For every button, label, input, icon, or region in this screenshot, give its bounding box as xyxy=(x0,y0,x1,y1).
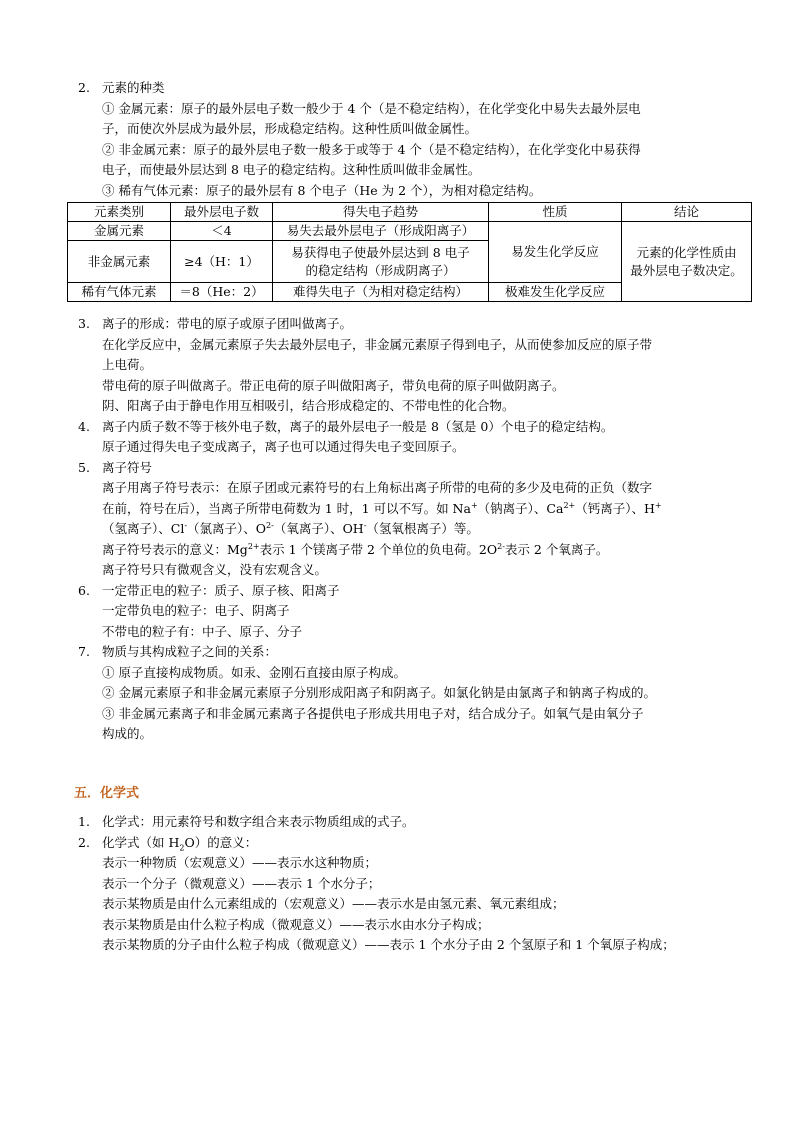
paragraph: 上电荷。 xyxy=(102,357,153,372)
paragraph: 构成的。 xyxy=(102,726,153,741)
table-cell: ＝8（He：2） xyxy=(171,283,273,302)
paragraph: 表示某物质是由什么粒子构成（微观意义）——表示水由水分子构成； xyxy=(102,916,490,932)
paragraph: 电子，而使最外层达到 8 电子的稳定结构。这种性质叫做非金属性。 xyxy=(102,162,481,177)
table-cell: 难得失电子（为相对稳定结构） xyxy=(273,283,489,302)
table-header: 结论 xyxy=(622,203,752,222)
table-cell: 金属元素 xyxy=(68,222,171,241)
table-cell: 非金属元素 xyxy=(68,241,171,283)
paragraph: 离子符号只有微观含义，没有宏观含义。 xyxy=(102,562,328,577)
section-ions xyxy=(74,314,754,745)
paragraph: 表示某物质的分子由什么粒子构成（微观意义）——表示 1 个水分子由 2 个氢原子和 1 个氧原子构成； xyxy=(102,937,675,952)
element-type-table xyxy=(67,202,752,302)
table-cell: 极难发生化学反应 xyxy=(489,283,622,302)
paragraph: 原子通过得失电子变成离子，离子也可以通过得失电子变回原子。 xyxy=(102,439,465,454)
paragraph: 离子内质子数不等于核外电子数，离子的最外层电子一般是 8（氢是 0）个电子的稳定结构。 xyxy=(102,418,614,434)
table-header-row xyxy=(68,203,752,222)
paragraph: 不带电的粒子有：中子、原子、分子 xyxy=(102,623,303,639)
table-cell: ＜4 xyxy=(171,222,273,241)
table-header: 得失电子趋势 xyxy=(273,203,489,222)
item-number: 7. xyxy=(78,644,90,659)
list-item xyxy=(74,458,754,581)
conclusion-line: 最外层电子数决定。 xyxy=(630,262,743,278)
paragraph: 离子用离子符号表示：在原子团或元素符号的右上角标出离子所带的电荷的多少及电荷的正负（数字 xyxy=(102,480,653,495)
paragraph: 在化学反应中，金属元素原子失去最外层电子，非金属元素原子得到电子，从而使参加反应的原子带 xyxy=(102,336,653,352)
paragraph: （氢离子）、Cl-（氯离子）、$O^{2-}$（氧离子）、OH-（氢氧根离子）等。 xyxy=(102,520,479,536)
paragraph: ① 金属元素：原子的最外层电子数一般少于 4 个（是不稳定结构），在化学变化中易失去最外层电 xyxy=(102,100,641,116)
table-cell-conclusion xyxy=(622,222,752,302)
list-item xyxy=(74,314,754,417)
table-cell: 易发生化学反应 xyxy=(489,222,622,283)
item-number: 3. xyxy=(78,316,90,331)
section-element-types xyxy=(74,78,754,303)
paragraph: ③ 非金属元素离子和非金属元素离子各提供电子形成共用电子对，结合成分子。如氧气是由氧分子 xyxy=(102,705,644,721)
paragraph: 表示某物质是由什么元素组成的（宏观意义）——表示水是由氢元素、氧元素组成； xyxy=(102,896,565,911)
list-item xyxy=(74,581,754,643)
paragraph: 一定带正电的粒子：质子、原子核、阳离子 xyxy=(102,582,340,598)
paragraph: 带电荷的原子叫做离子。带正电荷的原子叫做阳离子，带负电荷的原子叫做阴离子。 xyxy=(102,377,565,393)
table-row xyxy=(68,222,752,241)
paragraph: 表示一种物质（宏观意义）——表示水这种物质； xyxy=(102,855,378,870)
paragraph: 子，而使次外层成为最外层，形成稳定结构。这种性质叫做金属性。 xyxy=(102,121,478,136)
paragraph: ② 非金属元素：原子的最外层电子数一般多于或等于 4 个（是不稳定结构），在化学变化中易获得 xyxy=(102,141,641,157)
table-cell: ≥4（H：1） xyxy=(171,241,273,283)
paragraph: 在前，符号在后），当离子所带电荷数为 1 时，1 可以不写。如 Na+（钠离子）、$Ca^{2+}$（钙离子）、H+ xyxy=(102,500,662,516)
conclusion-line: 元素的化学性质由 xyxy=(636,244,737,260)
table-header: 最外层电子数 xyxy=(171,203,273,222)
item-number: 1. xyxy=(78,814,90,829)
paragraph: 阴、阳离子由于静电作用互相吸引，结合形成稳定的、不带电性的化合物。 xyxy=(102,398,515,413)
item-number: 6. xyxy=(78,582,90,598)
item-number: 4. xyxy=(78,418,90,434)
section-chemical-formula xyxy=(74,812,754,956)
table-header: 元素类别 xyxy=(68,203,171,222)
paragraph: ③ 稀有气体元素：原子的最外层有 8 个电子（He 为 2 个），为相对稳定结构。 xyxy=(102,182,542,198)
item-title: 离子符号 xyxy=(102,459,153,475)
list-item xyxy=(74,417,754,458)
paragraph: 离子的形成：带电的原子或原子团叫做离子。 xyxy=(102,316,353,331)
paragraph: ① 原子直接构成物质。如汞、金刚石直接由原子构成。 xyxy=(102,664,406,680)
item-title: 元素的种类 xyxy=(102,80,165,95)
table-cell xyxy=(273,241,489,283)
list-item xyxy=(74,833,754,956)
list-item xyxy=(74,812,754,833)
paragraph: 离子符号表示的意义：$Mg^{2+}$表示 1 个镁离子带 2 个单位的负电荷。$2O^{2-}$表示 2 个氧离子。 xyxy=(102,541,609,557)
paragraph: 表示一个分子（微观意义）——表示 1 个水分子； xyxy=(102,875,381,891)
item-number: 2. xyxy=(78,80,90,95)
paragraph: 一定带负电的粒子：电子、阴离子 xyxy=(102,603,290,618)
paragraph: 化学式：用元素符号和数字组合来表示物质组成的式子。 xyxy=(102,814,415,829)
item-number: 5. xyxy=(78,459,90,475)
item-number: 2. xyxy=(78,834,90,850)
paragraph: ② 金属元素原子和非金属元素原子分别形成阳离子和阴离子。如氯化钠是由氯离子和钠离子构成的。 xyxy=(102,685,656,700)
table-cell: 易失去最外层电子（形成阳离子） xyxy=(273,222,489,241)
list-item xyxy=(74,642,754,745)
list-item xyxy=(74,78,754,201)
cell-line: 的稳定结构（形成阴离子） xyxy=(305,262,456,278)
item-title: 物质与其构成粒子之间的关系： xyxy=(102,644,278,659)
table-cell: 稀有气体元素 xyxy=(68,283,171,302)
table-header: 性质 xyxy=(489,203,622,222)
section-heading: 五．化学式 xyxy=(74,786,140,801)
paragraph: 化学式（如 $H_2O$）的意义： xyxy=(102,834,258,852)
cell-line: 易获得电子使最外层达到 8 电子 xyxy=(291,244,470,260)
